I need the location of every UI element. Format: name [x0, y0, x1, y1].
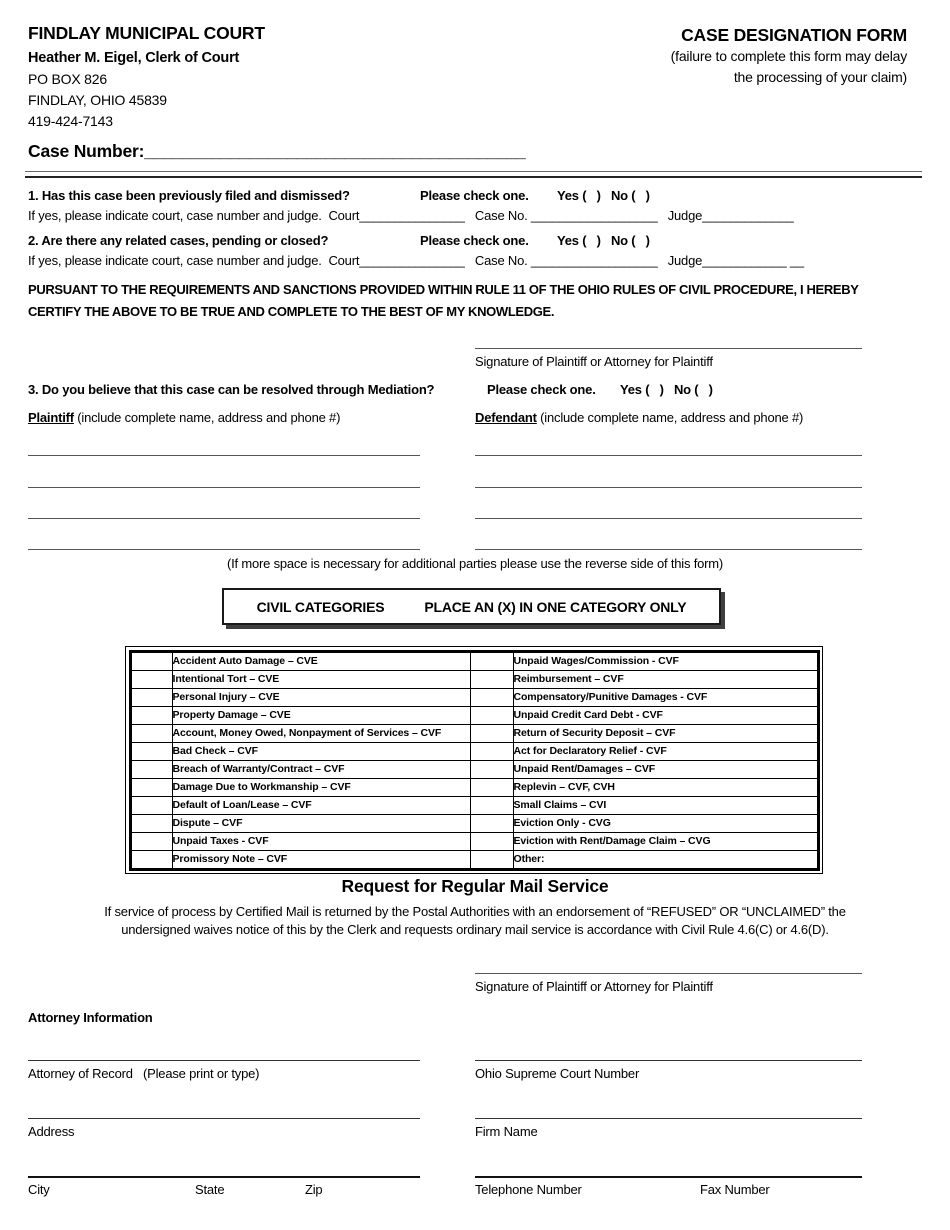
signature-label-1: Signature of Plaintiff or Attorney for Plaintiff — [475, 354, 713, 369]
category-checkbox-left[interactable] — [131, 778, 172, 796]
question-2-row — [28, 233, 650, 248]
question-2-detail-fields[interactable]: If yes, please indicate court, case number and judge. Court_______________ Case No. __________________ Judge____________ __ — [28, 253, 804, 268]
plaintiff-blank-line-1[interactable] — [28, 455, 420, 456]
category-label-left: Personal Injury – CVE — [172, 688, 470, 706]
category-label-left: Account, Money Owed, Nonpayment of Services – CVF — [172, 724, 470, 742]
telephone-label: Telephone Number — [475, 1182, 582, 1197]
rule-11-line-2: CERTIFY THE ABOVE TO BE TRUE AND COMPLETE TO THE BEST OF MY KNOWLEDGE. — [28, 304, 555, 319]
category-checkbox-left[interactable] — [131, 742, 172, 760]
defendant-heading — [475, 410, 803, 425]
category-label-right: Eviction Only - CVG — [513, 814, 817, 832]
fax-label: Fax Number — [700, 1182, 770, 1197]
category-label-left: Unpaid Taxes - CVF — [172, 832, 470, 850]
plaintiff-heading — [28, 410, 340, 425]
category-label-right: Eviction with Rent/Damage Claim – CVG — [513, 832, 817, 850]
category-checkbox-right[interactable] — [470, 652, 513, 670]
defendant-label: Defendant — [475, 410, 537, 425]
question-2-check-prompt: Please check one. — [420, 233, 529, 248]
court-phone: 419-424-7143 — [28, 113, 113, 129]
table-row — [131, 760, 817, 778]
category-checkbox-right[interactable] — [470, 814, 513, 832]
plaintiff-label: Plaintiff — [28, 410, 74, 425]
court-name: FINDLAY MUNICIPAL COURT — [28, 23, 265, 43]
category-label-right: Unpaid Wages/Commission - CVF — [513, 652, 817, 670]
table-row — [131, 724, 817, 742]
civil-categories-instruction: PLACE AN (X) IN ONE CATEGORY ONLY — [424, 598, 687, 615]
defendant-blank-line-3[interactable] — [475, 518, 862, 519]
form-title-block — [671, 24, 907, 88]
header-divider — [25, 171, 922, 178]
table-row — [131, 670, 817, 688]
question-3-yes-no-checkboxes[interactable]: Yes ( ) No ( ) — [620, 382, 713, 397]
category-checkbox-right[interactable] — [470, 724, 513, 742]
category-checkbox-right[interactable] — [470, 670, 513, 688]
table-row — [131, 652, 817, 670]
question-1-check-prompt: Please check one. — [420, 188, 529, 203]
plaintiff-note: (include complete name, address and phone #) — [73, 410, 341, 425]
category-checkbox-left[interactable] — [131, 796, 172, 814]
category-checkbox-left[interactable] — [131, 724, 172, 742]
mail-service-title: Request for Regular Mail Service — [341, 876, 609, 896]
category-checkbox-left[interactable] — [131, 670, 172, 688]
mail-service-paragraph — [0, 903, 950, 939]
table-row — [131, 742, 817, 760]
attorney-of-record-label: Attorney of Record (Please print or type) — [28, 1066, 260, 1081]
category-label-right: Reimbursement – CVF — [513, 670, 817, 688]
category-checkbox-left[interactable] — [131, 706, 172, 724]
category-label-right: Act for Declaratory Relief - CVF — [513, 742, 817, 760]
clerk-of-court: Heather M. Eigel, Clerk of Court — [28, 50, 240, 66]
form-note-line-1: (failure to complete this form may delay — [670, 48, 907, 64]
civil-categories-table-frame — [125, 646, 823, 874]
firm-name-label: Firm Name — [475, 1124, 538, 1139]
plaintiff-blank-line-4[interactable] — [28, 549, 420, 550]
category-checkbox-right[interactable] — [470, 760, 513, 778]
defendant-blank-line-1[interactable] — [475, 455, 862, 456]
mail-service-line-1: If service of process by Certified Mail is returned by the Postal Authorities with an endorsement of “REFUSED” OR “UNCLAIMED” the — [104, 904, 846, 919]
category-checkbox-right[interactable] — [470, 778, 513, 796]
city-state-zip-line[interactable] — [28, 1176, 420, 1178]
question-3-row — [28, 382, 713, 397]
table-row — [131, 814, 817, 832]
question-2-text: 2. Are there any related cases, pending or closed? — [28, 233, 329, 248]
category-label-left: Property Damage – CVE — [172, 706, 470, 724]
category-checkbox-right[interactable] — [470, 688, 513, 706]
attorney-of-record-line[interactable] — [28, 1060, 420, 1061]
category-label-left: Dispute – CVF — [172, 814, 470, 832]
civil-categories-title: CIVIL CATEGORIES — [256, 598, 385, 615]
question-1-detail-fields[interactable]: If yes, please indicate court, case number and judge. Court_______________ Case No. __________________ Judge_____________ — [28, 208, 794, 223]
city-label: City — [28, 1182, 50, 1197]
case-number-blank-field[interactable]: ________________________________________ — [144, 141, 526, 161]
state-label: State — [195, 1182, 225, 1197]
table-row — [131, 688, 817, 706]
address-label: Address — [28, 1124, 75, 1139]
court-po-box: PO BOX 826 — [28, 71, 107, 87]
category-label-left: Bad Check – CVF — [172, 742, 470, 760]
category-checkbox-left[interactable] — [131, 850, 172, 868]
question-3-check-prompt: Please check one. — [487, 382, 596, 397]
case-number-row — [28, 141, 526, 162]
category-checkbox-right[interactable] — [470, 796, 513, 814]
category-checkbox-left[interactable] — [131, 832, 172, 850]
plaintiff-blank-line-2[interactable] — [28, 487, 420, 488]
address-line[interactable] — [28, 1118, 420, 1119]
category-label-left: Accident Auto Damage – CVE — [172, 652, 470, 670]
table-row — [131, 850, 817, 868]
category-checkbox-right[interactable] — [470, 850, 513, 868]
signature-label-2: Signature of Plaintiff or Attorney for Plaintiff — [475, 979, 713, 994]
category-checkbox-left[interactable] — [131, 814, 172, 832]
civil-categories-box — [222, 588, 721, 625]
question-1-text: 1. Has this case been previously filed and dismissed? — [28, 188, 350, 203]
court-city-state: FINDLAY, OHIO 45839 — [28, 92, 167, 108]
signature-line-2[interactable] — [475, 973, 862, 974]
city-state-zip-labels — [28, 1182, 322, 1197]
category-label-right: Replevin – CVF, CVH — [513, 778, 817, 796]
category-label-left: Promissory Note – CVF — [172, 850, 470, 868]
form-note-line-2: the processing of your claim) — [733, 69, 907, 85]
defendant-blank-line-2[interactable] — [475, 487, 862, 488]
court-header — [28, 22, 265, 132]
ohio-supreme-court-number-line[interactable] — [475, 1060, 862, 1061]
table-row — [131, 778, 817, 796]
rule-11-line-1: PURSUANT TO THE REQUIREMENTS AND SANCTIONS PROVIDED WITHIN RULE 11 OF THE OHIO RULES OF CIVIL PROCEDURE, I HEREBY — [28, 282, 859, 297]
zip-label: Zip — [305, 1182, 323, 1197]
category-checkbox-left[interactable] — [131, 652, 172, 670]
category-checkbox-right[interactable] — [470, 832, 513, 850]
category-label-left: Default of Loan/Lease – CVF — [172, 796, 470, 814]
case-number-label: Case Number: — [28, 141, 145, 161]
question-1-row — [28, 188, 650, 203]
telephone-fax-labels — [475, 1182, 770, 1197]
signature-line-1[interactable] — [475, 348, 862, 349]
form-title: CASE DESIGNATION FORM — [681, 25, 907, 45]
plaintiff-blank-line-3[interactable] — [28, 518, 420, 519]
category-label-right: Unpaid Credit Card Debt - CVF — [513, 706, 817, 724]
category-label-right: Unpaid Rent/Damages – CVF — [513, 760, 817, 778]
category-label-right: Return of Security Deposit – CVF — [513, 724, 817, 742]
attorney-information-heading: Attorney Information — [28, 1010, 153, 1025]
question-2-yes-no-checkboxes[interactable]: Yes ( ) No ( ) — [557, 233, 650, 248]
table-row — [131, 706, 817, 724]
ohio-supreme-court-number-label: Ohio Supreme Court Number — [475, 1066, 640, 1081]
category-checkbox-left[interactable] — [131, 688, 172, 706]
rule-11-certification — [28, 279, 859, 323]
category-label-left: Intentional Tort – CVE — [172, 670, 470, 688]
category-checkbox-right[interactable] — [470, 742, 513, 760]
category-label-left: Damage Due to Workmanship – CVF — [172, 778, 470, 796]
civil-categories-table — [131, 652, 818, 869]
firm-name-line[interactable] — [475, 1118, 862, 1119]
mail-service-line-2: undersigned waives notice of this by the Clerk and requests ordinary mail service is accordance with Civil Rule 4.6(C) or 4.6(D). — [121, 922, 829, 937]
defendant-note: (include complete name, address and phone #) — [536, 410, 804, 425]
question-3-text: 3. Do you believe that this case can be resolved through Mediation? — [28, 382, 435, 397]
category-label-right: Small Claims – CVI — [513, 796, 817, 814]
more-space-note: (If more space is necessary for additional parties please use the reverse side of this form) — [226, 556, 724, 571]
defendant-blank-line-4[interactable] — [475, 549, 862, 550]
telephone-fax-line[interactable] — [475, 1176, 862, 1178]
table-row — [131, 832, 817, 850]
category-label-right: Other: — [513, 850, 817, 868]
table-row — [131, 796, 817, 814]
category-checkbox-right[interactable] — [470, 706, 513, 724]
question-1-yes-no-checkboxes[interactable]: Yes ( ) No ( ) — [557, 188, 650, 203]
category-label-right: Compensatory/Punitive Damages - CVF — [513, 688, 817, 706]
category-label-left: Breach of Warranty/Contract – CVF — [172, 760, 470, 778]
category-checkbox-left[interactable] — [131, 760, 172, 778]
